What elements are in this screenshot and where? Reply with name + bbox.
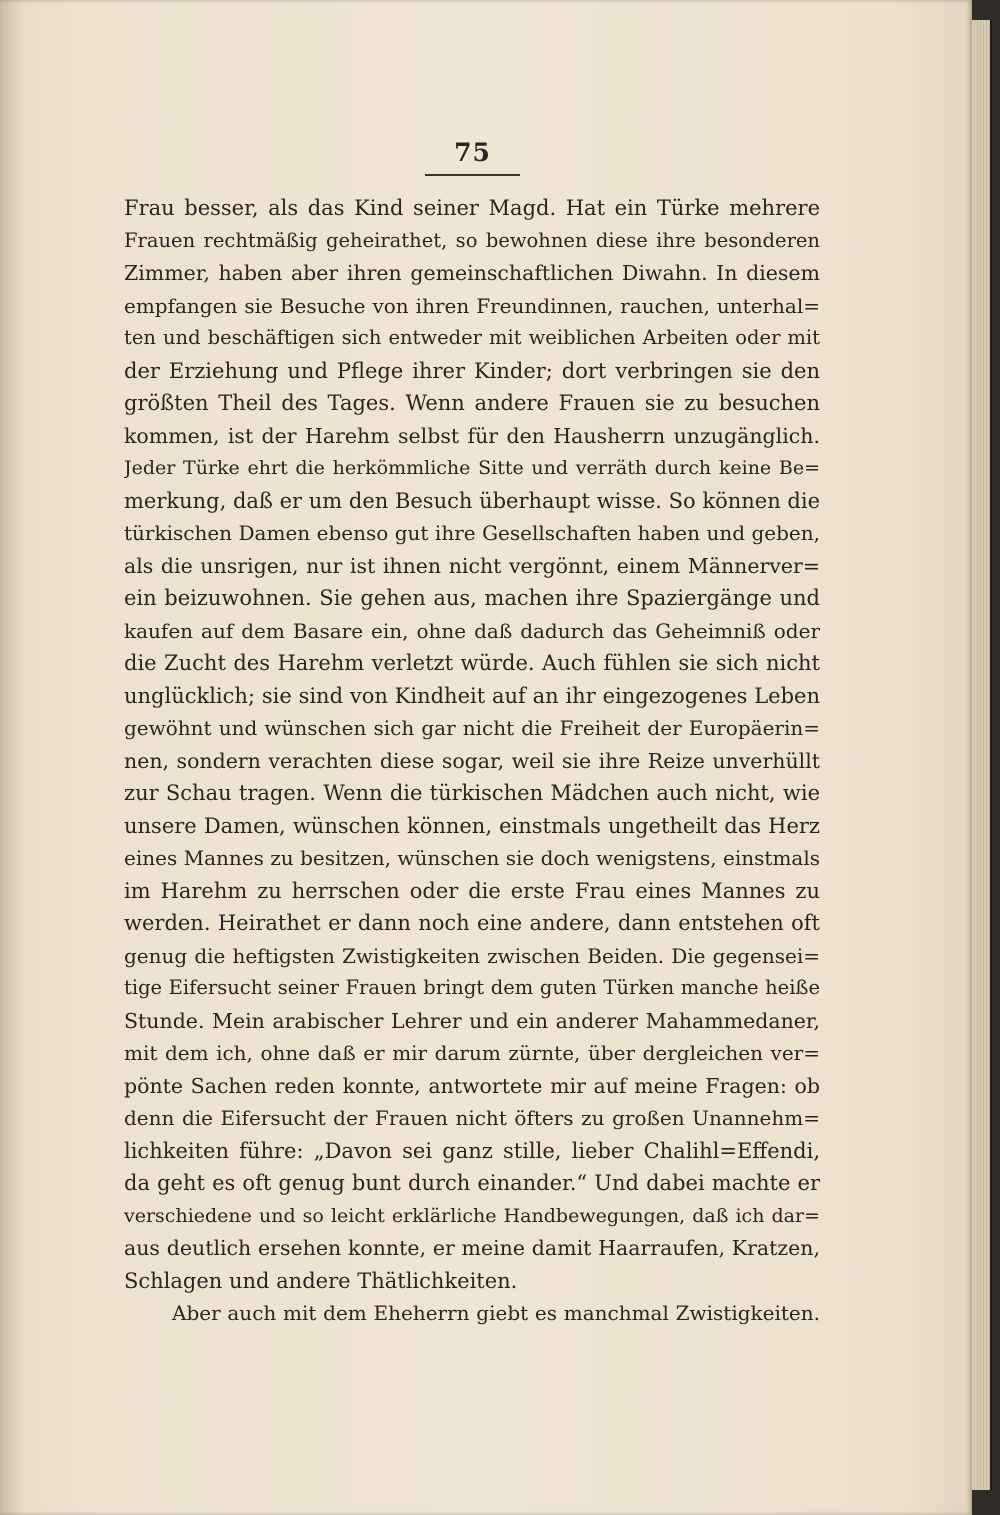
text-line: Frau besser, als das Kind seiner Magd. Hat ein Türke mehrere	[124, 196, 820, 220]
text-line: im Harehm zu herrschen oder die erste Frau eines Mannes zu	[124, 878, 820, 903]
text-line: unglücklich; sie sind von Kindheit auf an ihr eingezogenes Leben	[124, 683, 820, 708]
text-line: genug die heftigsten Zwistigkeiten zwischen Beiden. Die gegensei=	[124, 943, 820, 968]
text-line: der Erziehung und Pflege ihrer Kinder; dort verbringen sie den	[124, 358, 820, 383]
text-line: Stunde. Mein arabischer Lehrer und ein anderer Mahammedaner,	[124, 1008, 820, 1033]
text-line: die Zucht des Harehm verletzt würde. Auch fühlen sie sich nicht	[124, 651, 820, 675]
text-line: lichkeiten führe: „Davon sei ganz stille, lieber Chalihl=Effendi,	[124, 1138, 820, 1163]
page-number: 75	[454, 138, 491, 167]
text-line: kaufen auf dem Basare ein, ohne daß dadurch das Geheimniß oder	[124, 618, 820, 643]
text-line: pönte Sachen reden konnte, antwortete mir auf meine Fragen: ob	[124, 1073, 820, 1098]
text-line: nen, sondern verachten diese sogar, weil sie ihre Reize unverhüllt	[124, 748, 820, 773]
text-line: gewöhnt und wünschen sich gar nicht die Freiheit der Europäerin=	[124, 716, 820, 740]
text-line: ein beizuwohnen. Sie gehen aus, machen ihre Spaziergänge und	[124, 586, 820, 610]
gutter-shadow	[0, 0, 24, 1515]
text-line: empfangen sie Besuche von ihren Freundinnen, rauchen, unterhal=	[124, 293, 820, 318]
text-line: als die unsrigen, nur ist ihnen nicht vergönnt, einem Männerver=	[124, 553, 820, 578]
text-line: da geht es oft genug bunt durch einander.“ Und dabei machte er	[124, 1171, 820, 1195]
text-line: Frauen rechtmäßig geheirathet, so bewohnen diese ihre besonderen	[124, 228, 820, 252]
text-line: eines Mannes zu besitzen, wünschen sie doch wenigstens, einstmals	[124, 846, 820, 870]
text-line: merkung, daß er um den Besuch überhaupt wisse. So können die	[124, 488, 820, 513]
text-line: kommen, ist der Harehm selbst für den Hausherrn unzugänglich.	[124, 423, 820, 448]
text-line: zur Schau tragen. Wenn die türkischen Mädchen auch nicht, wie	[124, 781, 820, 805]
text-line: unsere Damen, wünschen können, einstmals ungetheilt das Herz	[124, 813, 820, 838]
text-line: aus deutlich ersehen konnte, er meine damit Haarraufen, Kratzen,	[124, 1236, 820, 1260]
text-line: denn die Eifersucht der Frauen nicht öfters zu großen Unannehm=	[124, 1106, 820, 1130]
text-line: tige Eifersucht seiner Frauen bringt dem guten Türken manche heiße	[124, 976, 820, 999]
text-line: Jeder Türke ehrt die herkömmliche Sitte und verräth durch keine Be=	[124, 457, 820, 479]
page-number-rule	[425, 174, 520, 176]
text-line: Zimmer, haben aber ihren gemeinschaftlichen Diwahn. In diesem	[124, 261, 820, 285]
text-line: werden. Heirathet er dann noch eine andere, dann entstehen oft	[124, 911, 820, 935]
body-text	[124, 192, 820, 1330]
page-edges	[972, 20, 992, 1490]
text-line: mit dem ich, ohne daß er mir darum zürnte, über dergleichen ver=	[124, 1041, 820, 1065]
text-line: Schlagen und andere Thätlichkeiten.	[124, 1268, 518, 1293]
text-line: verschiedene und so leicht erklärliche Handbewegungen, daß ich dar=	[124, 1204, 820, 1227]
text-line: Aber auch mit dem Eheherrn giebt es manchmal Zwistigkeiten.	[172, 1301, 820, 1325]
text-line: türkischen Damen ebenso gut ihre Gesellschaften haben und geben,	[124, 521, 820, 545]
text-line: größten Theil des Tages. Wenn andere Frauen sie zu besuchen	[124, 391, 820, 415]
text-line: ten und beschäftigen sich entweder mit weiblichen Arbeiten oder mit	[124, 326, 820, 349]
